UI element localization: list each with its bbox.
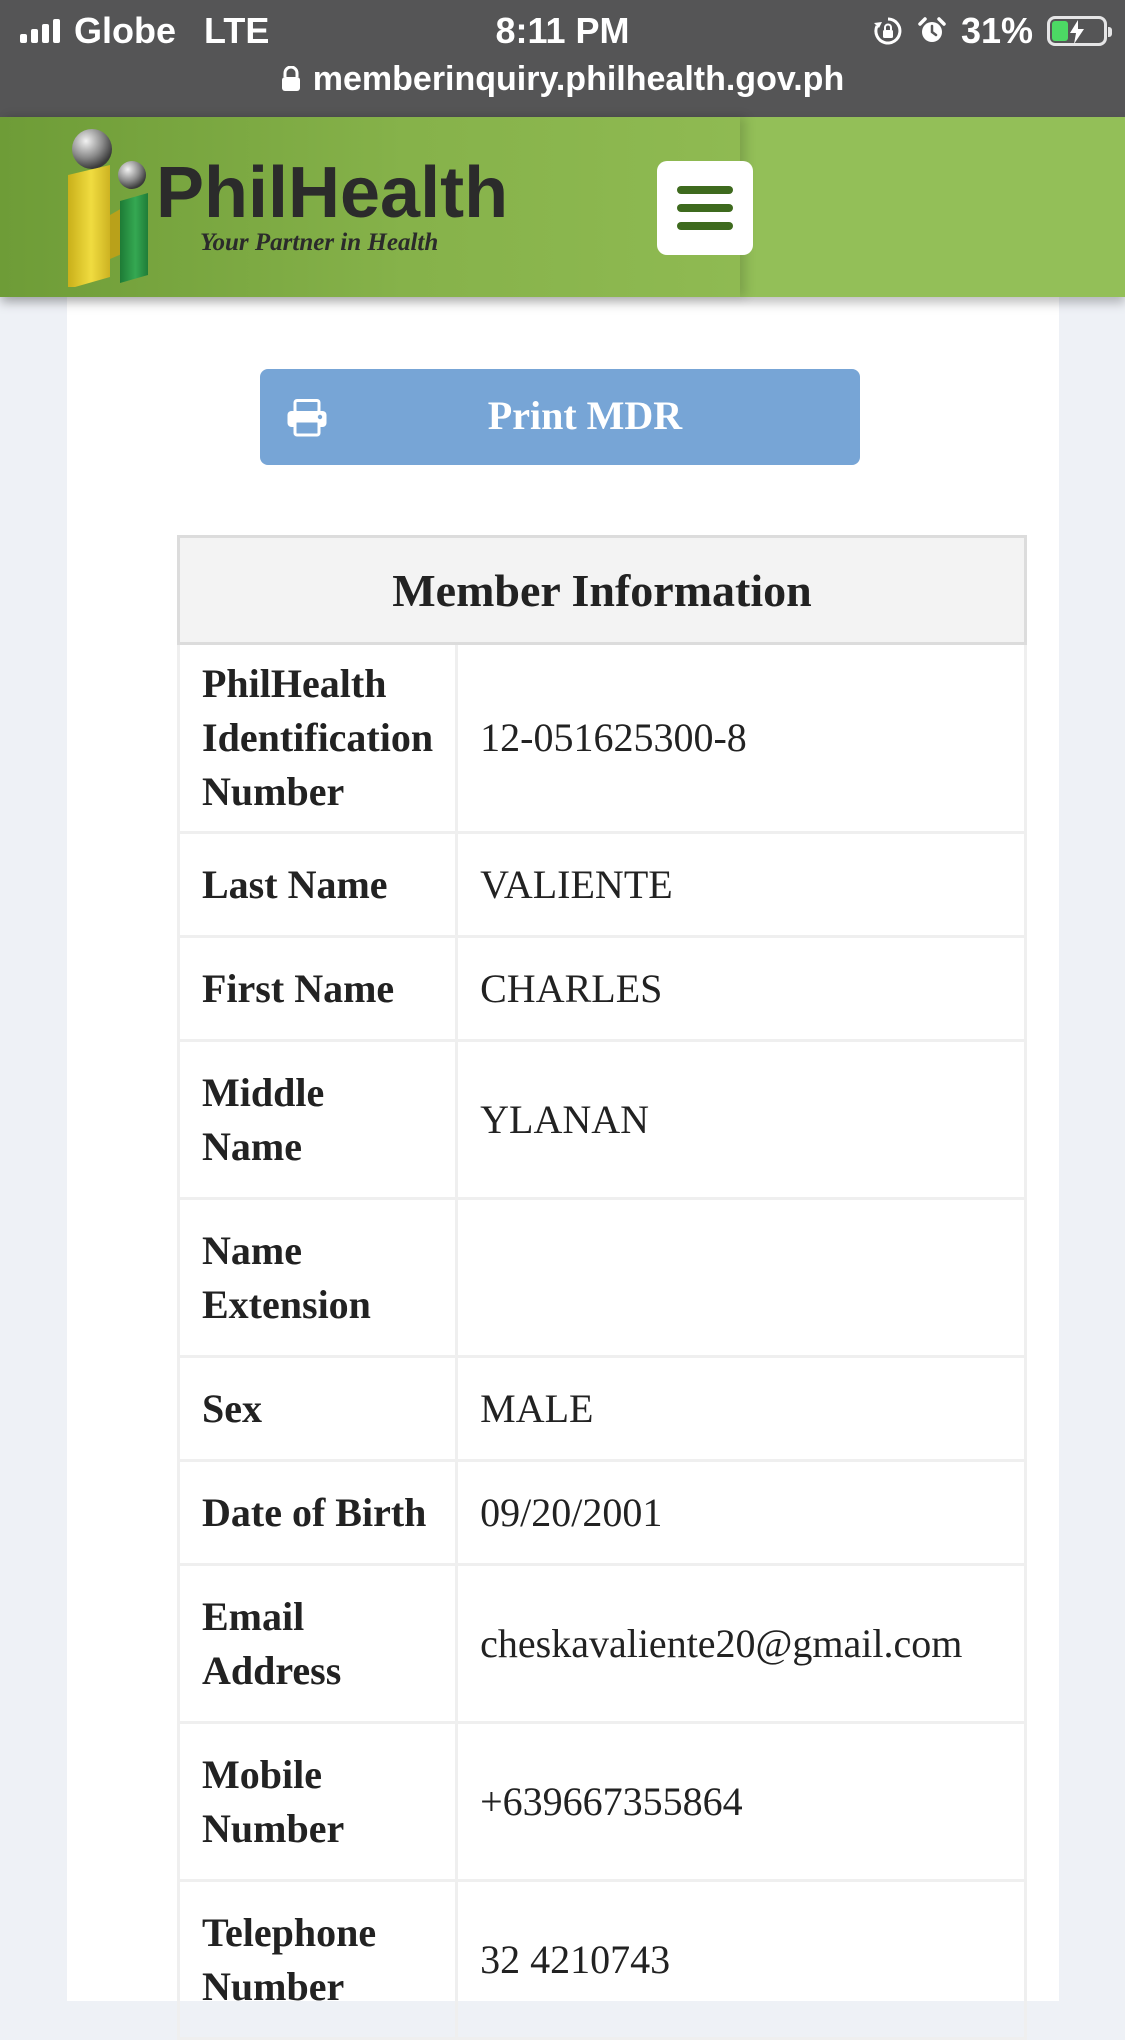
table-row [179,1565,1026,1723]
address-bar[interactable] [0,58,1125,100]
table-row [179,644,1026,833]
carrier-name: Globe [74,10,177,51]
row-label: Mobile Number [179,1723,457,1881]
lock-icon [281,66,301,92]
url-text: memberinquiry.philhealth.gov.ph [312,59,845,98]
table-row [179,1041,1026,1199]
table-row [179,1357,1026,1461]
orientation-lock-icon [873,16,903,46]
row-label: Last Name [179,833,457,937]
table-row [179,1881,1026,2039]
hamburger-menu-icon[interactable] [657,161,753,255]
status-time: 8:11 PM [495,10,630,51]
print-mdr-label: Print MDR [487,393,683,438]
table-row [179,1723,1026,1881]
network-type: LTE [204,10,270,51]
row-value: CHARLES [457,937,1026,1041]
battery-charging-icon [1047,16,1107,46]
print-mdr-button[interactable] [260,369,860,465]
alarm-icon [917,16,947,46]
row-label: First Name [179,937,457,1041]
philhealth-logo-icon[interactable] [64,127,160,292]
table-row [179,937,1026,1041]
row-value: cheskavaliente20@gmail.com [457,1565,1026,1723]
brand-panel [0,117,740,297]
battery-percent: 31% [960,10,1033,51]
site-header [0,117,1125,297]
row-label: Telephone Number [179,1881,457,2039]
row-label: Name Extension [179,1199,457,1357]
table-row [179,833,1026,937]
row-label: Email Address [179,1565,457,1723]
row-value: MALE [457,1357,1026,1461]
table-row [179,1461,1026,1565]
row-value: 32 4210743 [457,1881,1026,2039]
row-label: PhilHealth Identification Number [179,644,457,833]
row-value: 09/20/2001 [457,1461,1026,1565]
row-value [457,1199,1026,1357]
brand-tagline: Your Partner in Health [200,229,439,256]
row-label: Sex [179,1357,457,1461]
table-title: Member Information [179,537,1026,644]
row-value: VALIENTE [457,833,1026,937]
row-value: 12-051625300-8 [457,644,1026,833]
table-row [179,1199,1026,1357]
content-card [67,297,1059,2009]
row-label: Date of Birth [179,1461,457,1565]
row-value: YLANAN [457,1041,1026,1199]
member-information-table [177,535,1027,2040]
brand-name: PhilHealth [156,153,509,233]
status-right [873,8,1107,54]
status-bar [0,0,1125,117]
row-value: +639667355864 [457,1723,1026,1881]
row-label: Middle Name [179,1041,457,1199]
